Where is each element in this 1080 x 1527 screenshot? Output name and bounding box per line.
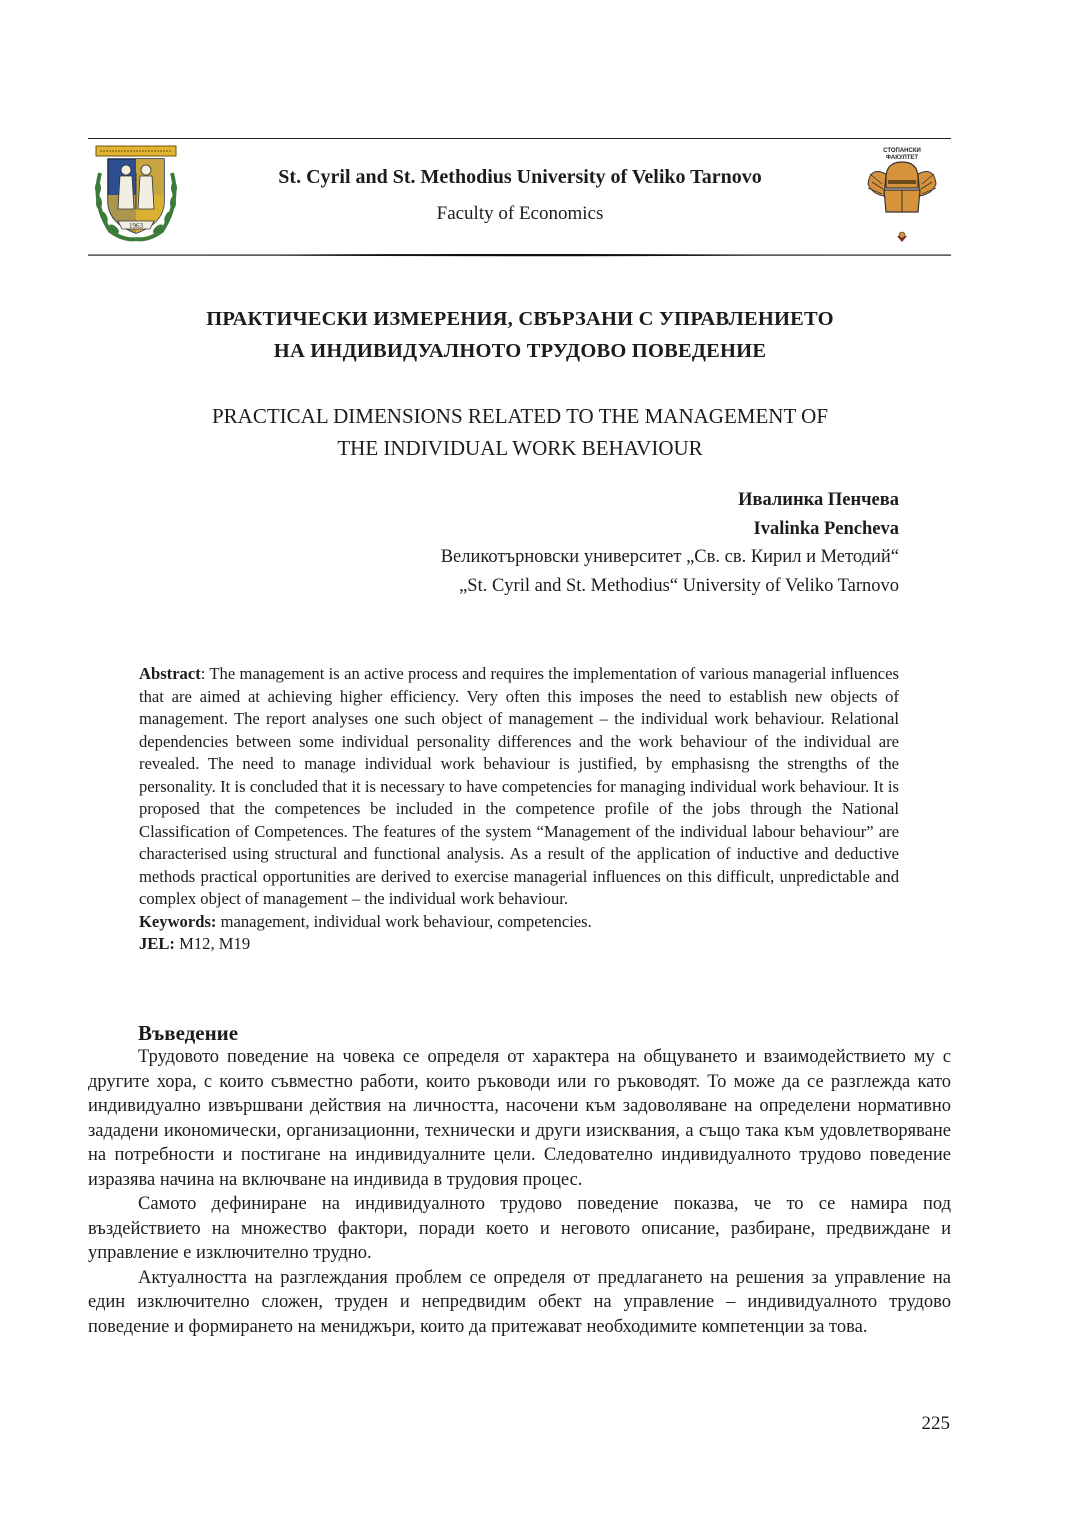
- svg-text:СТОПАНСКИ: СТОПАНСКИ: [883, 148, 921, 154]
- title-bg-line-1: ПРАКТИЧЕСКИ ИЗМЕРЕНИЯ, СВЪРЗАНИ С УПРАВЛЕНИЕТО: [206, 308, 834, 330]
- title-english: [100, 400, 940, 464]
- abstract-paragraph: [139, 663, 899, 911]
- intro-paragraph-3: Актуалността на разглеждания проблем се определя от предлагането на решения за управление на един изключително сложен, труден и непредвидим обект на управление – индивидуалното трудово поведение и формирането на мениджъри, които да притежават необходимите компетенции за това.: [88, 1267, 951, 1337]
- university-name: St. Cyril and St. Methodius University of Veliko Tarnovo: [278, 166, 762, 188]
- section-heading-introduction: Въведение: [138, 1021, 239, 1045]
- author-affiliation-en: „St. Cyril and St. Methodius“ University of Veliko Tarnovo: [459, 575, 899, 596]
- title-bg-line-2: НА ИНДИВИДУАЛНОТО ТРУДОВО ПОВЕДЕНИЕ: [273, 340, 767, 362]
- introduction-body: [88, 1045, 951, 1339]
- jel-line: [139, 933, 899, 956]
- author-name-en: Ivalinka Pencheva: [753, 518, 899, 539]
- author-name-bg: Ивалинка Пенчева: [738, 490, 899, 510]
- abstract-label: Abstract: [139, 664, 201, 683]
- faculty-name: Faculty of Economics: [436, 203, 604, 224]
- keywords-text: management, individual work behaviour, competencies.: [216, 911, 592, 931]
- header-bottom-rule: [88, 254, 951, 257]
- jel-label: JEL:: [139, 934, 175, 953]
- intro-paragraph-1: Трудовото поведение на човека се определя от характера на общуването и взаимодействието му с другите хора, с които съвместно работи, които ръководи или го ръководят. То може да се разглежда като индивидуално извършвани действия на личността, насочени към задоволяване на определени нормативно зададени икономически, организационни, технически и други изисквания, а също така към удовлетворяване на потребности и постигане на индивидуалните цели. Следователно индивидуалното трудово поведение изразява начина на включване на индивида в трудовия процес.: [88, 1047, 951, 1190]
- faculty-helmet-emblem-icon: [866, 144, 938, 246]
- abstract-section: [139, 663, 899, 956]
- svg-text:1963: 1963: [129, 222, 143, 230]
- jel-text: M12, M19: [174, 934, 251, 953]
- title-en-line-2: THE INDIVIDUAL WORK BEHAVIOUR: [337, 436, 703, 460]
- abstract-text: : The management is an active process and requires the implementation of various managerial influences that are aimed at achieving higher efficiency. Very often this imposes the need to establish new objects of management. The report analyses one such object of management – the individual work behaviour. Relational dependencies between some individual personality differences and the work behaviour of the individual are revealed. The need to manage individual work behaviour is justified, by emphasisng the strengths of the personality. It is concluded that it is necessary to have competencies for managing individual work behaviour. It is proposed that the competences be included in the competence profile of the jobs through the National Classification of Competences. The features of the system “Management of the individual labour behaviour” are characterised using structural and functional analysis. As a result of the application of inductive and deductive methods practical opportunities are derived to exercise managerial influences on this difficult, unpredictable and complex object of management – the individual work behaviour.: [139, 664, 899, 908]
- header-top-rule: [88, 138, 951, 139]
- intro-paragraph-2: Самото дефиниране на индивидуалното трудово поведение показва, че то се намира под въздействието на множество фактори, поради което и неговото описание, разбиране, предвиждане и управление е изключително трудно.: [88, 1194, 951, 1263]
- title-en-line-1: PRACTICAL DIMENSIONS RELATED TO THE MANAGEMENT OF: [211, 404, 829, 428]
- author-block: [199, 486, 899, 600]
- page-number: 225: [921, 1413, 950, 1434]
- university-crest-icon: [90, 143, 182, 243]
- author-affiliation-bg: Великотърновски университет „Св. св. Кирил и Методий“: [440, 547, 899, 567]
- title-bulgarian: [100, 303, 940, 367]
- svg-text:ФАКУЛТЕТ: ФАКУЛТЕТ: [885, 155, 919, 161]
- keywords-line: [139, 911, 899, 934]
- keywords-label: Keywords:: [139, 911, 217, 931]
